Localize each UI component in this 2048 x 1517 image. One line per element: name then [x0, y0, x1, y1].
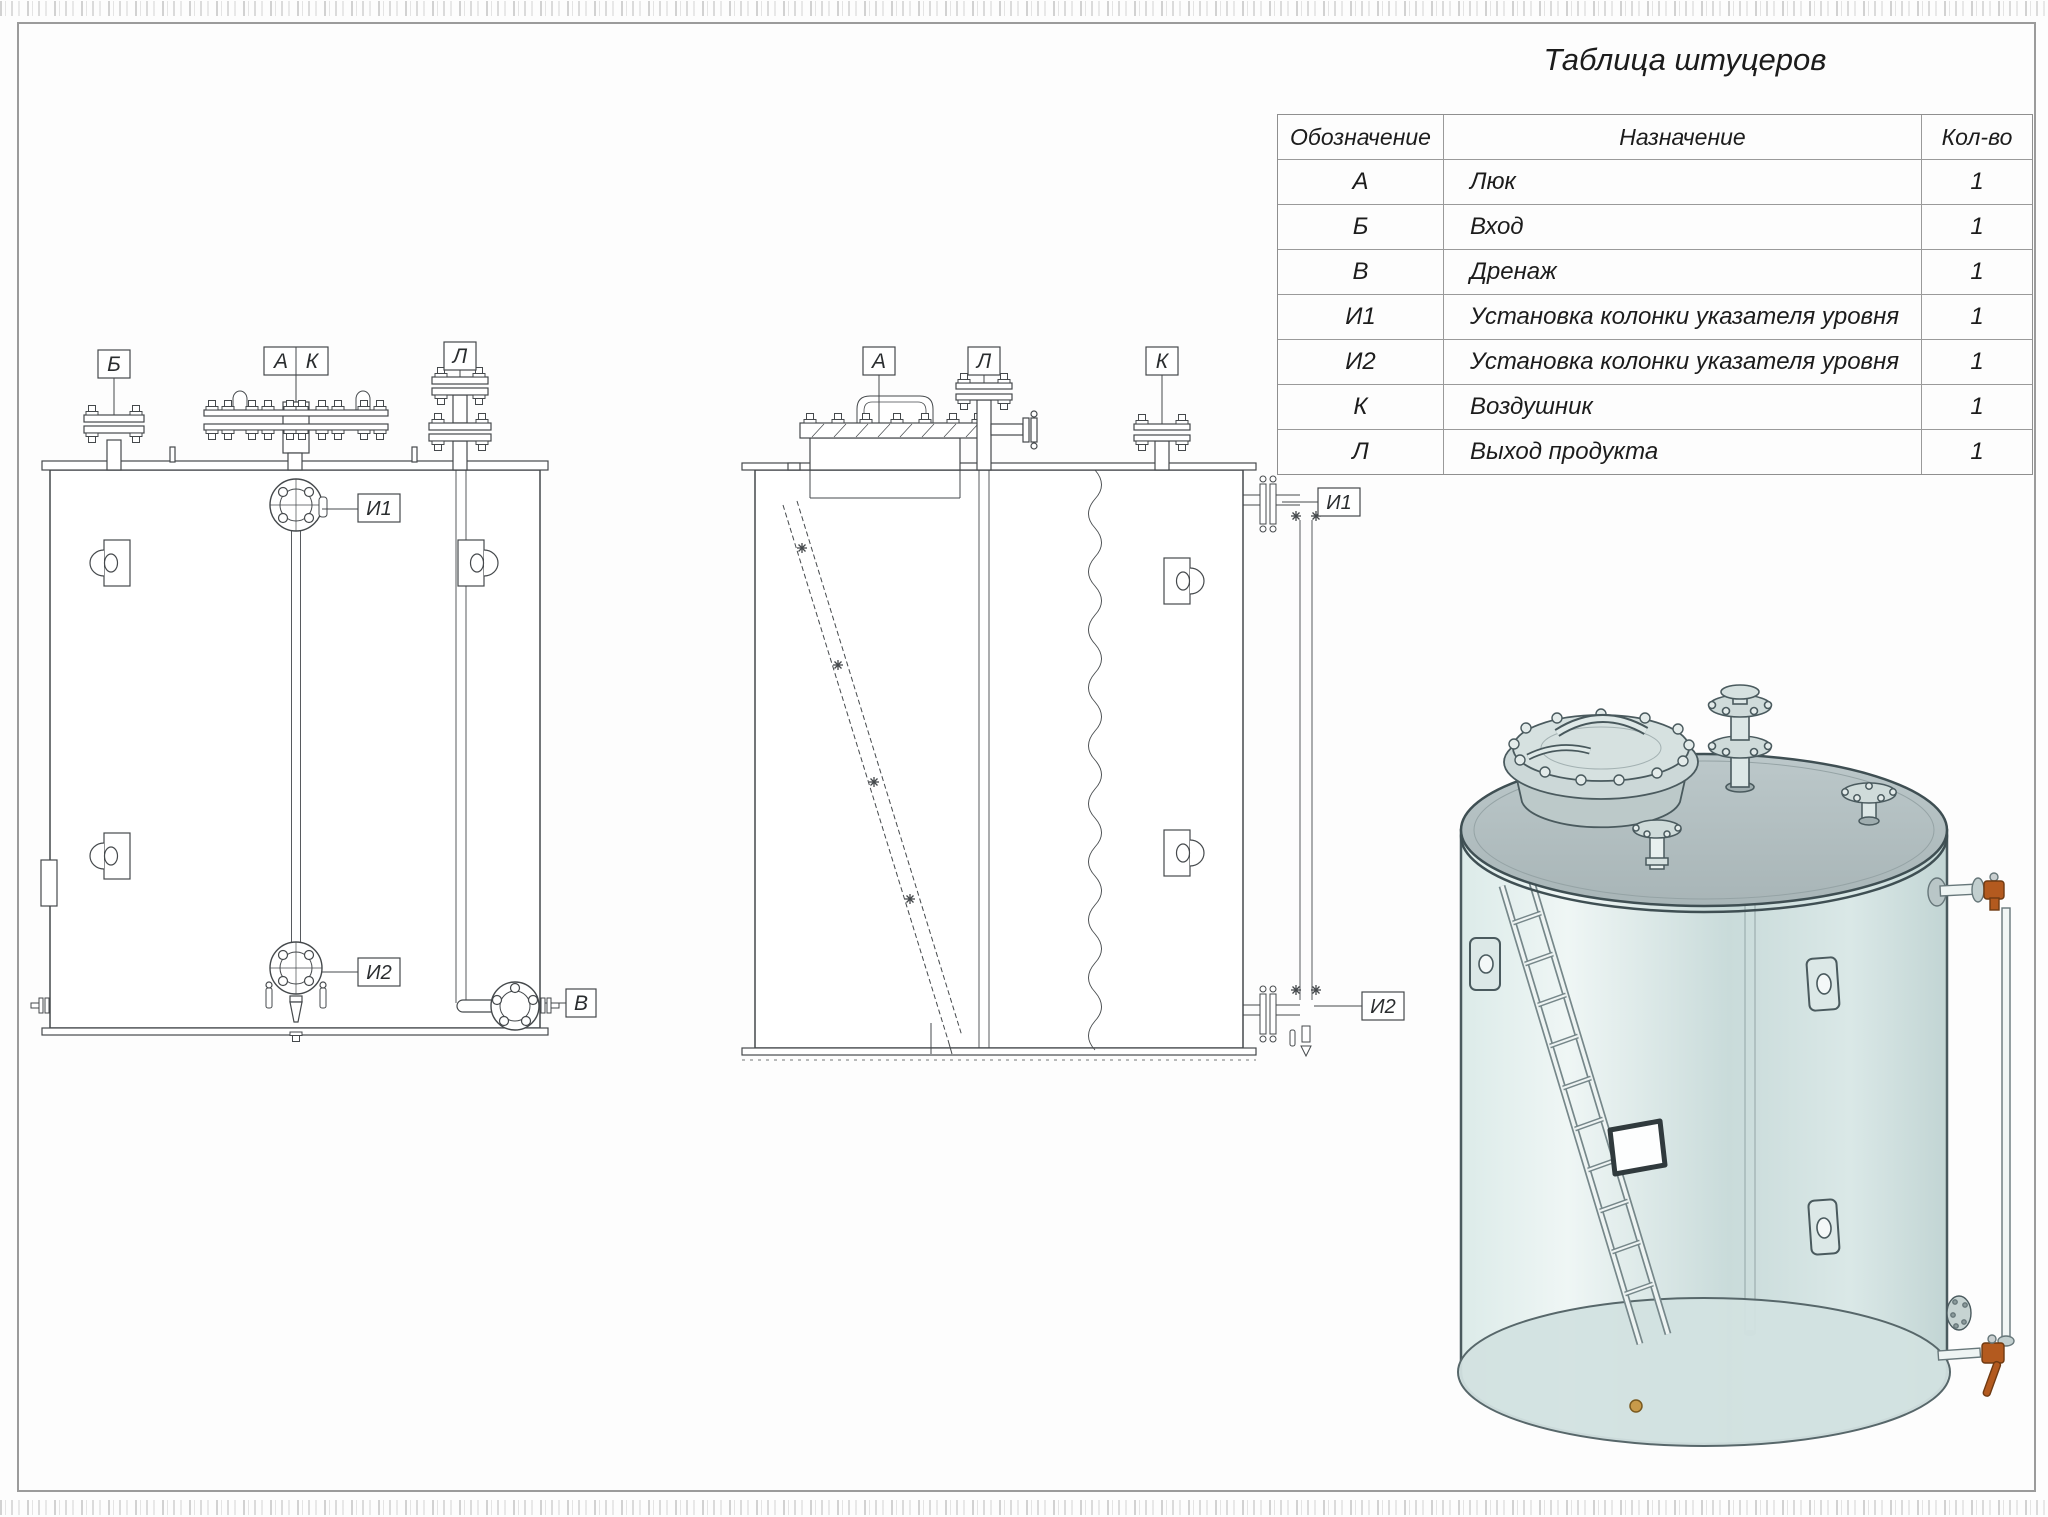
drain-plug-3d	[1630, 1400, 1642, 1412]
callout-side-K-label: К	[1155, 350, 1169, 373]
cell-qty: 1	[1970, 303, 1984, 330]
side-gauge-column	[1243, 476, 1321, 1056]
cell-purpose: Дренаж	[1444, 250, 1922, 294]
side-shell	[755, 470, 1243, 1048]
cell-purpose: Вход	[1444, 205, 1922, 249]
cell-qty: 1	[1970, 168, 1984, 195]
callout-front-K-label: К	[305, 350, 319, 373]
cell-mark: К	[1278, 385, 1444, 429]
cell-purpose: Выход продукта	[1444, 430, 1922, 474]
table-row	[1278, 204, 2032, 249]
callout-side-A	[863, 347, 895, 375]
callout-front-B	[98, 350, 130, 378]
table-row	[1278, 294, 2032, 339]
callout-front-V	[566, 989, 596, 1017]
callout-side-I1	[1282, 488, 1360, 516]
side-nozzle-K	[1134, 375, 1190, 470]
lug-3d-left	[1470, 938, 1500, 990]
table-row	[1278, 339, 2032, 384]
callout-side-L-label: Л	[976, 350, 992, 373]
callout-front-I2-label: И2	[366, 962, 392, 984]
cell-qty: 1	[1970, 393, 1984, 420]
cell-mark: И1	[1278, 295, 1444, 339]
cell-purpose: Воздушник	[1444, 385, 1922, 429]
render-3d	[1458, 685, 2014, 1446]
callout-front-I1-label: И1	[366, 498, 392, 520]
lug-3d-middle	[1806, 957, 1840, 1011]
callout-side-I2	[1314, 992, 1404, 1020]
cell-purpose: Люк	[1444, 160, 1922, 204]
cell-mark: В	[1278, 250, 1444, 294]
front-manifold-A-K	[204, 375, 388, 470]
nameplate-3d	[1610, 1121, 1665, 1174]
table-row	[1278, 159, 2032, 204]
callout-front-L-label: Л	[452, 345, 468, 368]
nozzle-table-header	[1278, 115, 2032, 159]
callout-side-L	[968, 347, 1000, 375]
table-row	[1278, 429, 2032, 474]
nozzle-table	[1277, 114, 2033, 475]
column-header-designation: Обозначение	[1278, 115, 1444, 159]
cell-mark: Л	[1278, 430, 1444, 474]
callout-side-I2-label: И2	[1370, 996, 1396, 1018]
cell-mark: Б	[1278, 205, 1444, 249]
callout-front-L	[444, 342, 476, 370]
cell-qty: 1	[1970, 213, 1984, 240]
callout-side-K	[1146, 347, 1178, 375]
cell-purpose: Установка колонки указателя уровня	[1444, 295, 1922, 339]
cell-mark: И2	[1278, 340, 1444, 384]
nozzle-table-title: Таблица штуцеров	[1543, 42, 1827, 77]
callout-front-V-label: В	[573, 992, 589, 1015]
column-header-qty: Кол-во	[1941, 123, 2013, 150]
callout-front-A-K	[264, 347, 328, 375]
column-header-purpose: Назначение	[1444, 115, 1922, 159]
cell-qty: 1	[1970, 348, 1984, 375]
cell-mark: А	[1278, 160, 1444, 204]
callout-front-A-label: А	[273, 350, 289, 373]
callout-side-I1-label: И1	[1326, 492, 1352, 514]
tank-floor-3d	[1458, 1298, 1950, 1446]
table-row	[1278, 249, 2032, 294]
cell-qty: 1	[1970, 438, 1984, 465]
callout-front-B-label: Б	[107, 353, 121, 376]
front-nozzle-B	[84, 378, 144, 470]
callout-side-A-label: А	[871, 350, 887, 373]
lug-3d-lower	[1808, 1199, 1840, 1255]
table-row	[1278, 384, 2032, 429]
side-bottom	[742, 1048, 1256, 1055]
front-view	[31, 342, 596, 1042]
front-side-bracket	[41, 860, 57, 906]
cell-qty: 1	[1970, 258, 1984, 285]
manhole-3d	[1504, 709, 1698, 827]
cell-purpose: Установка колонки указателя уровня	[1444, 340, 1922, 384]
